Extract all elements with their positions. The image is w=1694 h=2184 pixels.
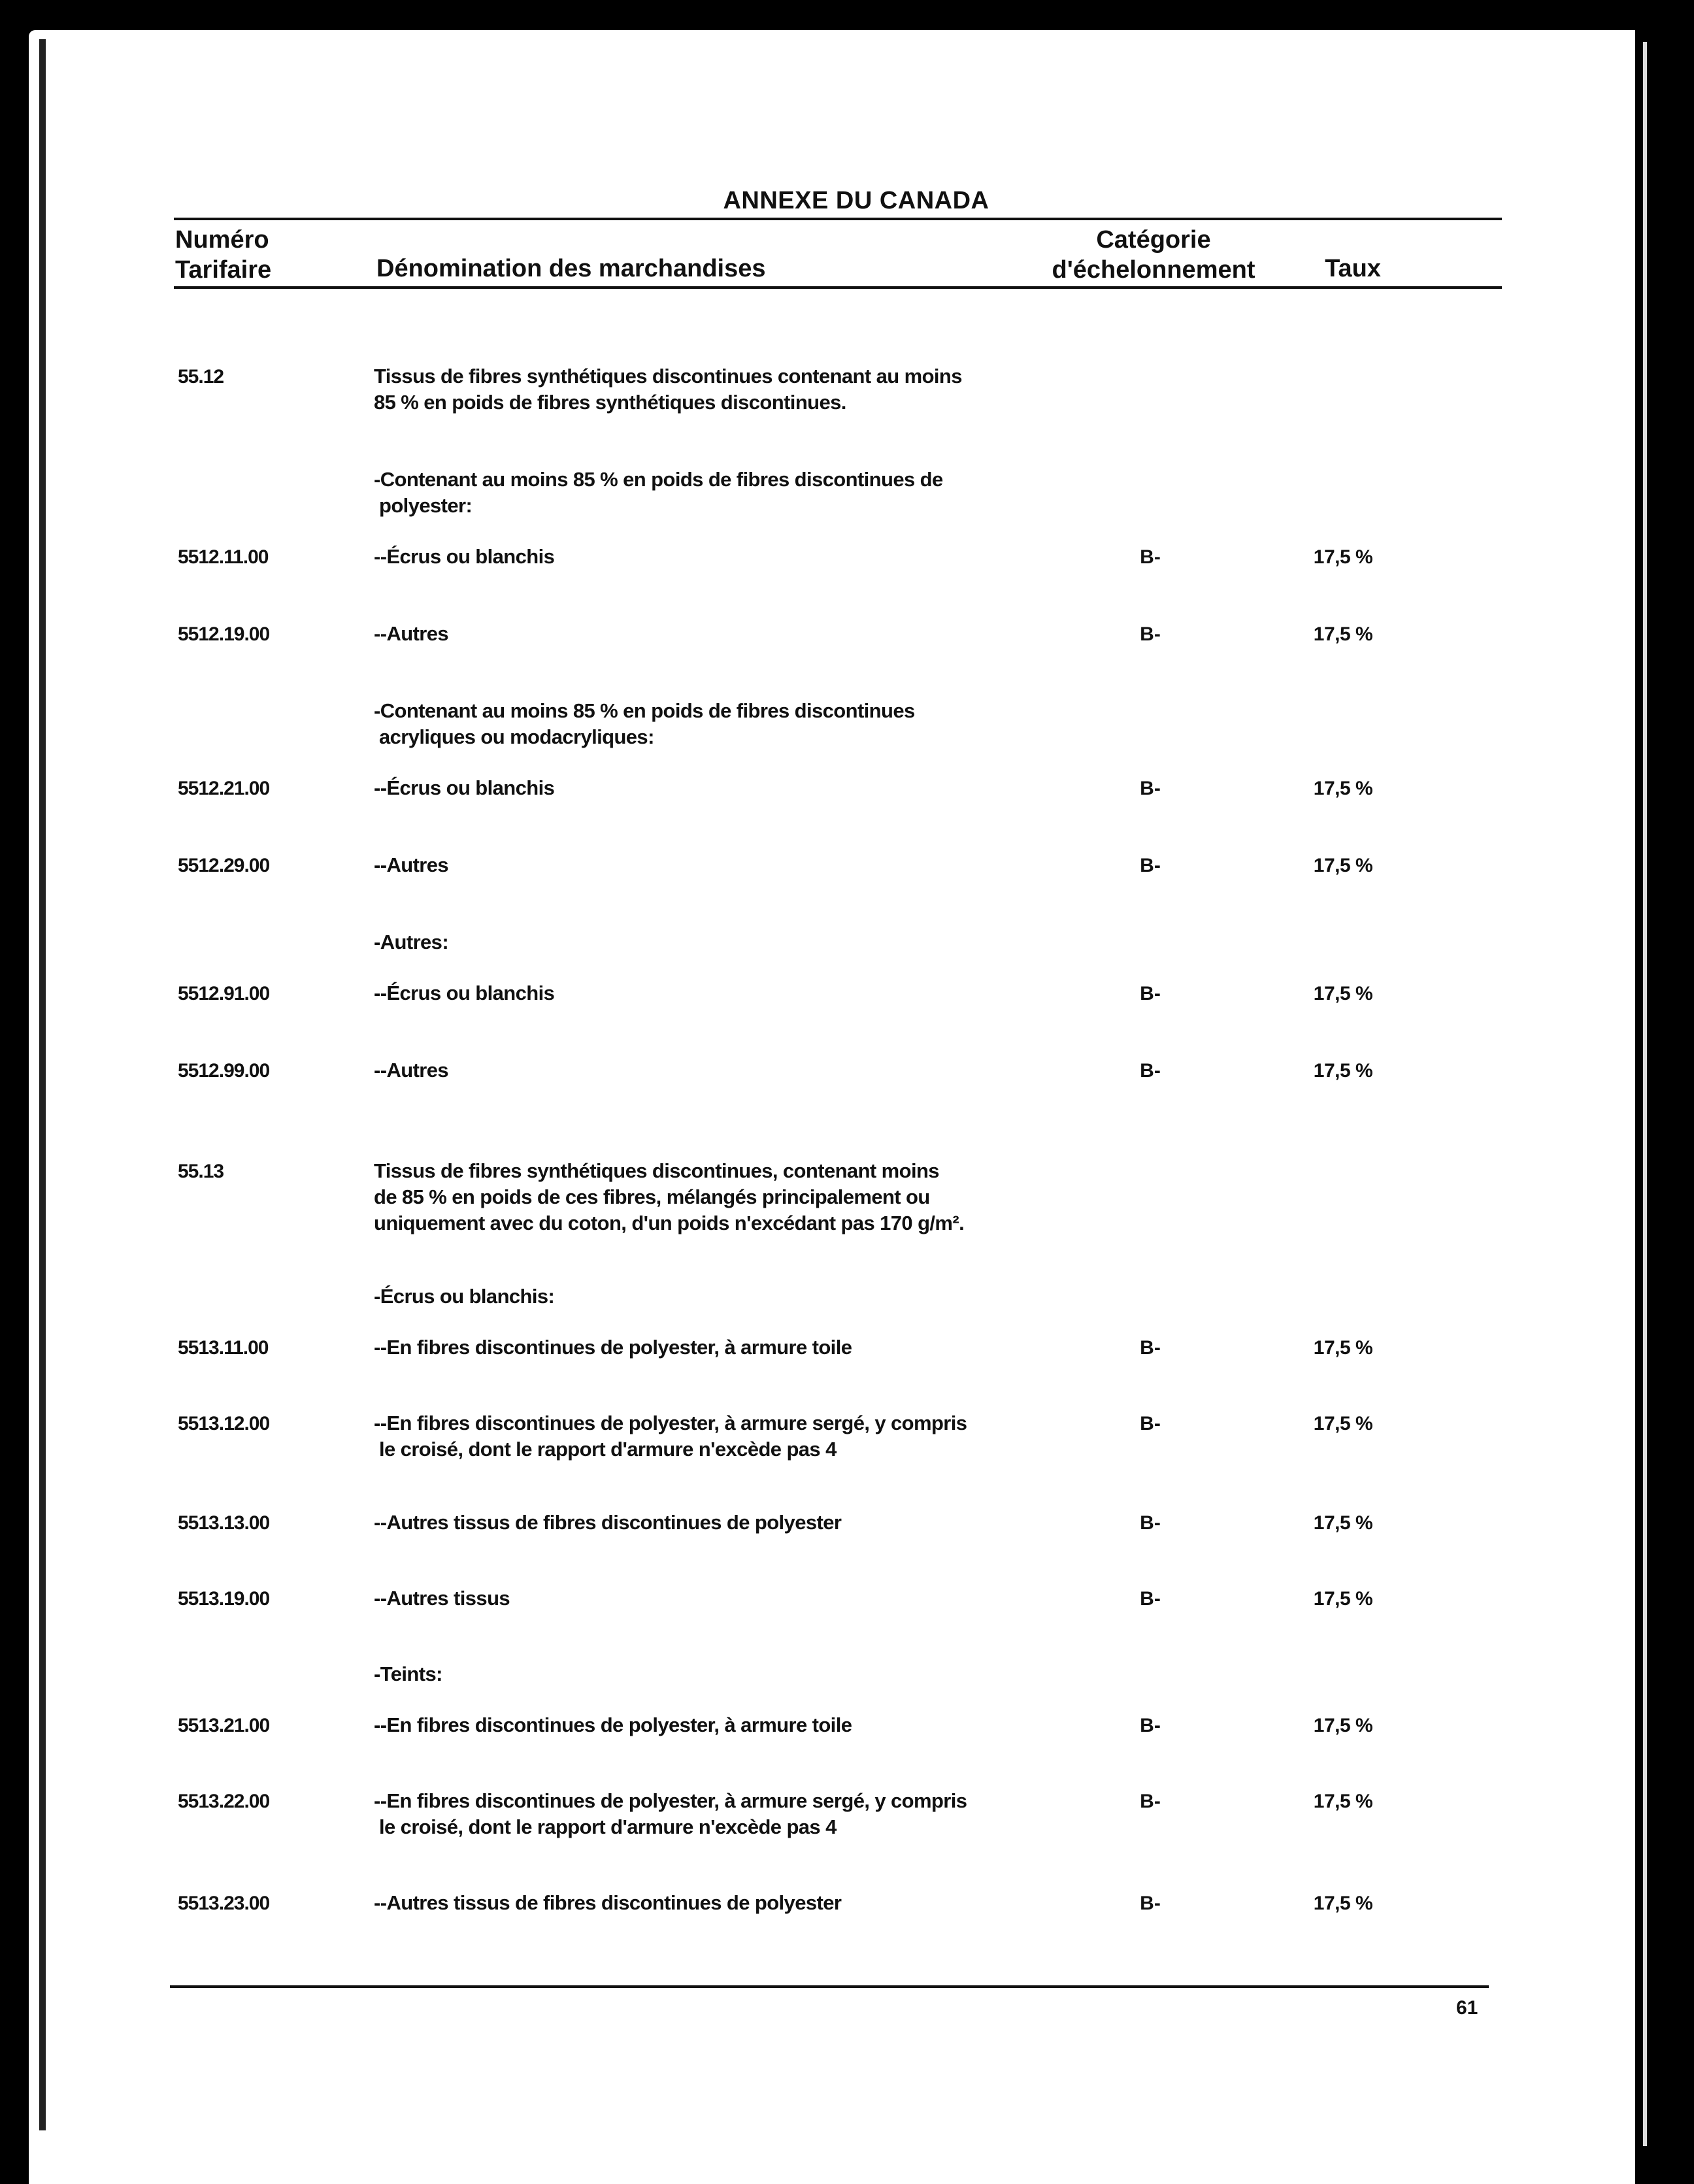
header-number-line1: Numéro bbox=[175, 226, 269, 254]
goods-description: --En fibres discontinues de polyester, à armure sergé, y compris le croisé, dont le rapport d'armure n'excède pas 4 bbox=[374, 1412, 967, 1461]
duty-rate: 17,5 % bbox=[1313, 778, 1373, 799]
staging-category: B- bbox=[1140, 1588, 1161, 1610]
goods-description: -Écrus ou blanchis: bbox=[374, 1285, 555, 1308]
duty-rate: 17,5 % bbox=[1313, 855, 1373, 876]
tariff-number: 5512.21.00 bbox=[178, 778, 270, 799]
tariff-number: 5512.91.00 bbox=[178, 983, 270, 1004]
tariff-number: 5513.19.00 bbox=[178, 1588, 270, 1610]
tariff-number: 5513.11.00 bbox=[178, 1337, 269, 1359]
document-title: ANNEXE DU CANADA bbox=[723, 187, 989, 214]
staging-category: B- bbox=[1140, 983, 1161, 1004]
staging-category: B- bbox=[1140, 623, 1161, 645]
staging-category: B- bbox=[1140, 1715, 1161, 1736]
staging-category: B- bbox=[1140, 855, 1161, 876]
staging-category: B- bbox=[1140, 546, 1161, 568]
top-rule bbox=[174, 218, 1502, 220]
tariff-number: 5513.12.00 bbox=[178, 1413, 270, 1434]
tariff-number: 5513.21.00 bbox=[178, 1715, 270, 1736]
duty-rate: 17,5 % bbox=[1313, 1337, 1373, 1359]
goods-description: --En fibres discontinues de polyester, à armure sergé, y compris le croisé, dont le rapport d'armure n'excède pas 4 bbox=[374, 1789, 967, 1838]
goods-description: -Contenant au moins 85 % en poids de fibres discontinues acryliques ou modacryliques: bbox=[374, 699, 915, 748]
tariff-number: 5512.19.00 bbox=[178, 623, 270, 645]
header-description: Dénomination des marchandises bbox=[376, 255, 766, 282]
goods-description: --Autres bbox=[374, 622, 449, 645]
duty-rate: 17,5 % bbox=[1313, 623, 1373, 645]
staging-category: B- bbox=[1140, 1893, 1161, 1914]
tariff-number: 5512.11.00 bbox=[178, 546, 269, 568]
goods-description: Tissus de fibres synthétiques discontinues, contenant moins de 85 % en poids de ces fibres, mélangés principalement ou uniquement avec du coton, d'un poids n'excédant pas 170 g/m². bbox=[374, 1159, 965, 1234]
header-category bbox=[1046, 225, 1261, 285]
header-category-line1: Catégorie bbox=[1096, 226, 1211, 254]
duty-rate: 17,5 % bbox=[1313, 1512, 1373, 1534]
header-number-line2: Tarifaire bbox=[175, 256, 272, 284]
goods-description: --Autres tissus de fibres discontinues de polyester bbox=[374, 1891, 842, 1914]
goods-description: -Teints: bbox=[374, 1663, 442, 1685]
goods-description: --En fibres discontinues de polyester, à armure toile bbox=[374, 1713, 852, 1736]
tariff-number: 5513.13.00 bbox=[178, 1512, 270, 1534]
duty-rate: 17,5 % bbox=[1313, 1588, 1373, 1610]
tariff-number: 55.13 bbox=[178, 1161, 224, 1182]
goods-description: --En fibres discontinues de polyester, à armure toile bbox=[374, 1336, 852, 1359]
goods-description: --Écrus ou blanchis bbox=[374, 545, 555, 568]
page-edge bbox=[1643, 42, 1647, 2146]
duty-rate: 17,5 % bbox=[1313, 983, 1373, 1004]
duty-rate: 17,5 % bbox=[1313, 1413, 1373, 1434]
goods-description: --Autres bbox=[374, 1059, 449, 1082]
goods-description: -Contenant au moins 85 % en poids de fibres discontinues de polyester: bbox=[374, 468, 943, 517]
staging-category: B- bbox=[1140, 1512, 1161, 1534]
page-number: 61 bbox=[1456, 1997, 1478, 2019]
goods-description: --Autres tissus de fibres discontinues de polyester bbox=[374, 1511, 842, 1534]
duty-rate: 17,5 % bbox=[1313, 1791, 1373, 1812]
goods-description: --Autres tissus bbox=[374, 1587, 510, 1610]
staging-category: B- bbox=[1140, 1791, 1161, 1812]
duty-rate: 17,5 % bbox=[1313, 546, 1373, 568]
staging-category: B- bbox=[1140, 1060, 1161, 1082]
tariff-number: 5512.29.00 bbox=[178, 855, 270, 876]
tariff-number: 5512.99.00 bbox=[178, 1060, 270, 1082]
duty-rate: 17,5 % bbox=[1313, 1715, 1373, 1736]
staging-category: B- bbox=[1140, 1337, 1161, 1359]
header-category-line2: d'échelonnement bbox=[1052, 256, 1255, 284]
document-page bbox=[29, 30, 1635, 2184]
tariff-number: 5513.22.00 bbox=[178, 1791, 270, 1812]
bottom-rule bbox=[170, 1985, 1489, 1988]
tariff-number: 55.12 bbox=[178, 366, 224, 388]
duty-rate: 17,5 % bbox=[1313, 1893, 1373, 1914]
header-number bbox=[175, 225, 271, 285]
staging-category: B- bbox=[1140, 778, 1161, 799]
goods-description: --Autres bbox=[374, 853, 449, 876]
goods-description: --Écrus ou blanchis bbox=[374, 982, 555, 1004]
header-rate: Taux bbox=[1325, 255, 1381, 282]
binding-edge bbox=[39, 39, 46, 2130]
goods-description: -Autres: bbox=[374, 931, 449, 953]
header-rule bbox=[174, 286, 1502, 289]
goods-description: --Écrus ou blanchis bbox=[374, 776, 555, 799]
goods-description: Tissus de fibres synthétiques discontinues contenant au moins 85 % en poids de fibres synthétiques discontinues. bbox=[374, 365, 962, 414]
tariff-number: 5513.23.00 bbox=[178, 1893, 270, 1914]
staging-category: B- bbox=[1140, 1413, 1161, 1434]
duty-rate: 17,5 % bbox=[1313, 1060, 1373, 1082]
